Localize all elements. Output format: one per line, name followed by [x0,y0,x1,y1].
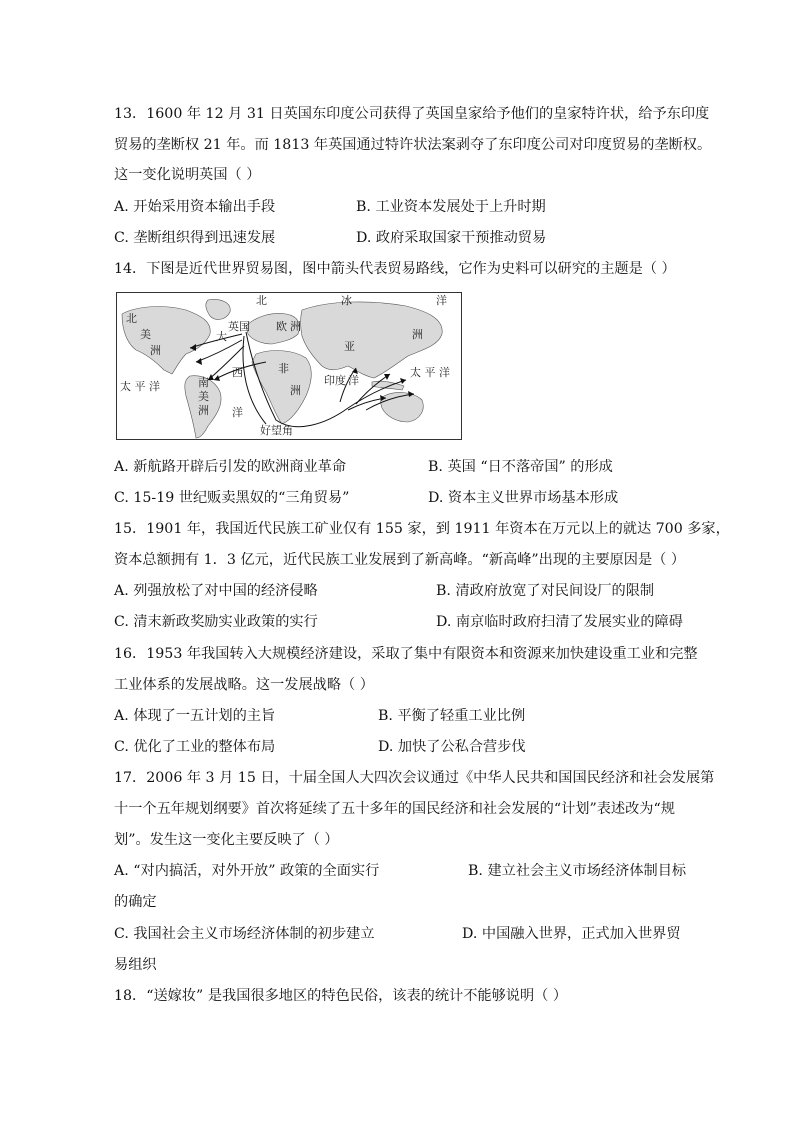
map-label-bei: 北 [256,294,267,307]
q15-option-b: B. 清政府放宽了对民间设厂的限制 [436,583,655,599]
map-label-ouzhou1: 欧 [276,320,287,333]
map-label-bei-mei: 北 [126,312,137,325]
q15-stem-line1: 15．1901 年，我国近代民族工矿业仅有 155 家，到 1911 年资本在万元以上的就达 700 多家， [114,521,730,537]
q17-stem-line2: 十一个五年规划纲要》首次将延续了五十多年的国民经济和社会发展的“计划”表述改为“规 [114,801,675,817]
q16-option-a: A. 体现了一五计划的主旨 [114,708,276,724]
q18-stem-line1: 18．“送嫁妆” 是我国很多地区的特色民俗，该表的统计不能够说明（ ） [114,988,568,1004]
q16-option-c: C. 优化了工业的整体布局 [114,739,276,755]
q17-option-d: D. 中国融入世界，正式加入世界贸 [462,926,681,942]
map-label-yingguo: 英国 [228,320,250,333]
map-label-da-xi: 大 [216,330,227,343]
map-label-bing: 冰 [341,294,352,307]
map-label-taipingyang-w: 太 平 洋 [120,380,160,393]
q15-option-a: A. 列强放松了对中国的经济侵略 [114,583,318,599]
map-label-zhou-sa: 洲 [198,404,209,417]
map-label-ya: 亚 [344,340,355,353]
q17-option-d-cont: 易组织 [114,957,157,973]
map-label-zhou-asia: 洲 [412,328,423,341]
q14-option-c: C. 15-19 世纪贩卖黑奴的“三角贸易” [114,490,350,506]
q14-option-d: D. 资本主义世界市场基本形成 [428,490,619,506]
q13-option-c: C. 垄断组织得到迅速发展 [114,230,276,246]
q13-stem-line2: 贸易的垄断权 21 年。而 1813 年英国通过特许状法案剥夺了东印度公司对印度贸易的垄断权。 [114,137,712,153]
q15-stem-line2: 资本总额拥有 1．3 亿元，近代民族工业发展到了新高峰。“新高峰”出现的主要原因是（ ） [114,552,686,568]
q13-option-d: D. 政府采取国家干预推动贸易 [356,230,547,246]
map-label-mei: 美 [140,328,151,341]
q15-option-d: D. 南京临时政府扫清了发展实业的障碍 [436,614,683,630]
map-label-du-yang: 洋 [348,374,359,387]
map-label-taipingyang-e: 太 平 洋 [410,366,450,379]
q14-stem-line1: 14．下图是近代世界贸易图，图中箭头代表贸易路线，它作为史料可以研究的主题是（ ） [114,261,676,277]
q13-stem-line3: 这一变化说明英国（ ） [114,167,261,183]
map-label-zhou-na: 洲 [150,344,161,357]
map-label-ouzhou2: 洲 [290,320,301,333]
map-label-haowangjiao: 好望角 [260,424,293,437]
map-label-yang-top: 洋 [436,294,447,307]
q16-option-b: B. 平衡了轻重工业比例 [378,708,526,724]
q13-stem-line1: 13．1600 年 12 月 31 日英国东印度公司获得了英国皇家给予他们的皇家特许状，给予东印度 [114,106,710,122]
q16-stem-line2: 工业体系的发展战略。这一发展战略（ ） [114,677,374,693]
q14-option-a: A. 新航路开辟后引发的欧洲商业革命 [114,459,347,475]
q13-option-a: A. 开始采用资本输出手段 [114,199,276,215]
map-label-xi: 西 [232,366,243,379]
map-label-yin: 印度 [324,374,346,387]
world-trade-map [116,292,462,440]
q17-option-b-cont: 的确定 [114,894,157,910]
map-label-fei: 非 [278,362,289,375]
map-label-nan: 南 [198,376,209,389]
map-label-zhou-af: 洲 [290,384,301,397]
q17-option-c: C. 我国社会主义市场经济体制的初步建立 [114,926,375,942]
q14-option-b: B. 英国 “日不落帝国” 的形成 [428,459,613,475]
q17-stem-line1: 17．2006 年 3 月 15 日，十届全国人大四次会议通过《中华人民共和国国民经济和社会发展第 [114,770,715,786]
q17-option-a: A. “对内搞活，对外开放” 政策的全面实行 [114,863,380,879]
q17-option-b: B. 建立社会主义市场经济体制目标 [468,863,687,879]
map-label-yang-atl: 洋 [232,406,243,419]
q15-option-c: C. 清末新政奖励实业政策的实行 [114,614,318,630]
q17-stem-line3: 划”。发生这一变化主要反映了（ ） [114,832,339,848]
q16-stem-line1: 16．1953 年我国转入大规模经济建设，采取了集中有限资本和资源来加快建设重工业和完整 [114,646,698,662]
map-label-mei2: 美 [198,390,209,403]
q16-option-d: D. 加快了公私合营步伐 [378,739,526,755]
q13-option-b: B. 工业资本发展处于上升时期 [356,199,546,215]
